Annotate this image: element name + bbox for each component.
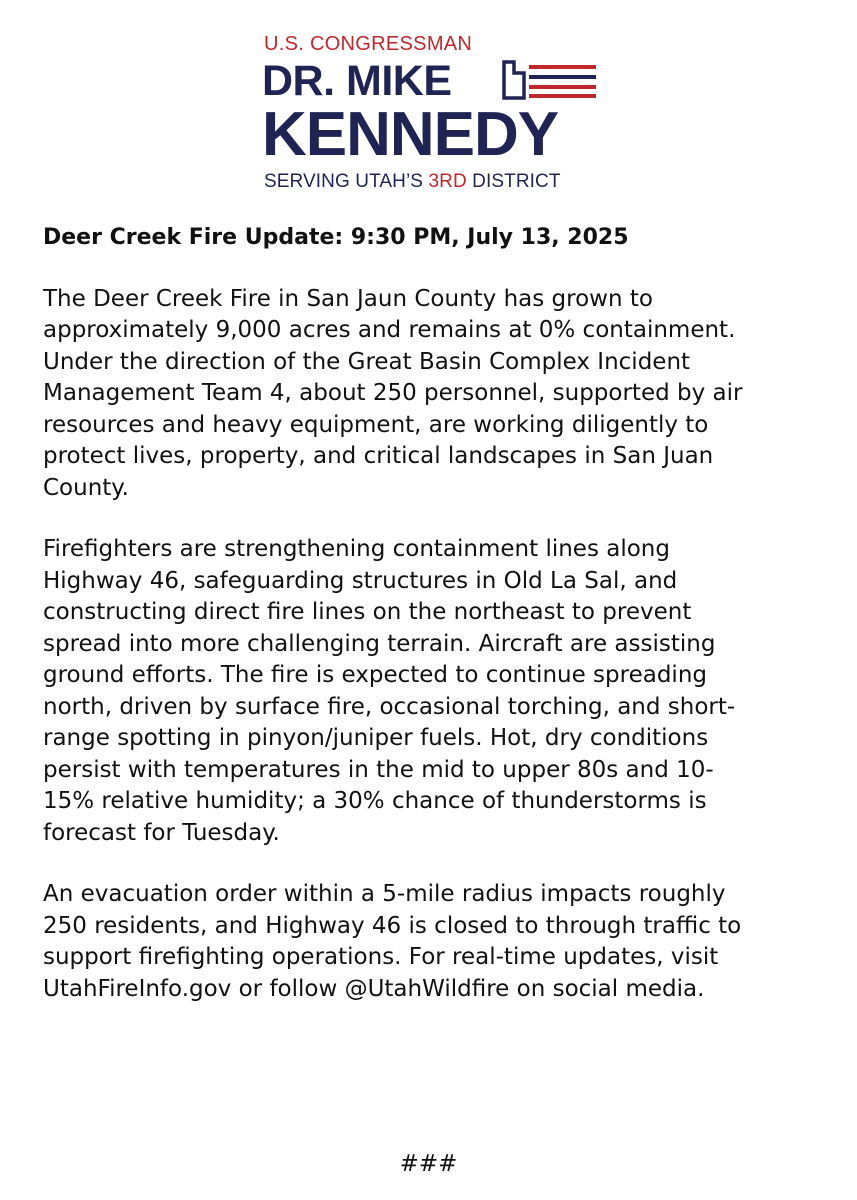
paragraph-line: range spotting in pinyon/juniper fuels. Hot, dry conditions <box>43 725 709 751</box>
congressman-logo <box>262 32 602 197</box>
logo-district <box>264 172 561 191</box>
paragraph-line: forecast for Tuesday. <box>43 819 280 846</box>
release-headline: Deer Creek Fire Update: 9:30 PM, July 13, 2025 <box>43 225 629 250</box>
paragraph-line: constructing direct fire lines on the northeast to prevent <box>43 599 692 625</box>
logo-title: U.S. CONGRESSMAN <box>264 33 473 55</box>
paragraph-line: Management Team 4, about 250 personnel, supported by air <box>43 380 743 406</box>
paragraph-line: persist with temperatures in the mid to upper 80s and 10- <box>43 756 714 783</box>
paragraph-line: resources and heavy equipment, are working diligently to <box>43 411 709 438</box>
paragraph-line: ground efforts. The fire is expected to continue spreading <box>43 662 708 688</box>
end-of-release-mark: ### <box>399 1151 458 1177</box>
paragraph-line: spread into more challenging terrain. Aircraft are assisting <box>43 630 716 657</box>
utah-flag-icon <box>502 60 598 100</box>
paragraph-line: Under the direction of the Great Basin Complex Incident <box>43 348 691 375</box>
logo-district-suffix: DISTRICT <box>466 171 561 192</box>
logo-name-last: KENNEDY <box>262 100 559 169</box>
flag-stripe-red <box>529 94 596 98</box>
release-body <box>43 222 833 1035</box>
logo-district-number: 3RD <box>428 171 467 192</box>
paragraph-line: north, driven by surface fire, occasional torching, and short- <box>43 693 736 720</box>
paragraph-line: Firefighters are strengthening containment lines along <box>43 536 670 562</box>
flag-stripe-red <box>529 65 596 69</box>
paragraph-line: 250 residents, and Highway 46 is closed to through traffic to <box>43 912 742 939</box>
paragraph-line: County. <box>43 474 129 501</box>
paragraph-line: support firefighting operations. For real-time updates, visit <box>43 944 719 970</box>
utah-state-shape <box>504 62 524 98</box>
paragraph-line: approximately 9,000 acres and remains at 0% containment. <box>43 317 736 343</box>
logo-district-prefix: SERVING UTAH’S <box>264 171 429 192</box>
flag-stripe-red <box>529 85 596 89</box>
paragraph-operations <box>43 534 833 849</box>
paragraph-line: Highway 46, safeguarding structures in Old La Sal, and <box>43 567 678 594</box>
paragraph-line: protect lives, property, and critical landscapes in San Juan <box>43 443 714 469</box>
paragraph-line: 15% relative humidity; a 30% chance of thunderstorms is <box>43 788 707 814</box>
logo-name-first: DR. MIKE <box>262 57 452 105</box>
flag-stripe-navy <box>529 75 596 79</box>
paragraph-line: An evacuation order within a 5-mile radius impacts roughly <box>43 881 726 907</box>
paragraph-status <box>43 284 833 505</box>
paragraph-line: UtahFireInfo.gov or follow @UtahWildfire on social media. <box>43 975 705 1002</box>
paragraph-evacuation <box>43 879 833 1005</box>
paragraph-line: The Deer Creek Fire in San Jaun County has grown to <box>43 285 653 312</box>
